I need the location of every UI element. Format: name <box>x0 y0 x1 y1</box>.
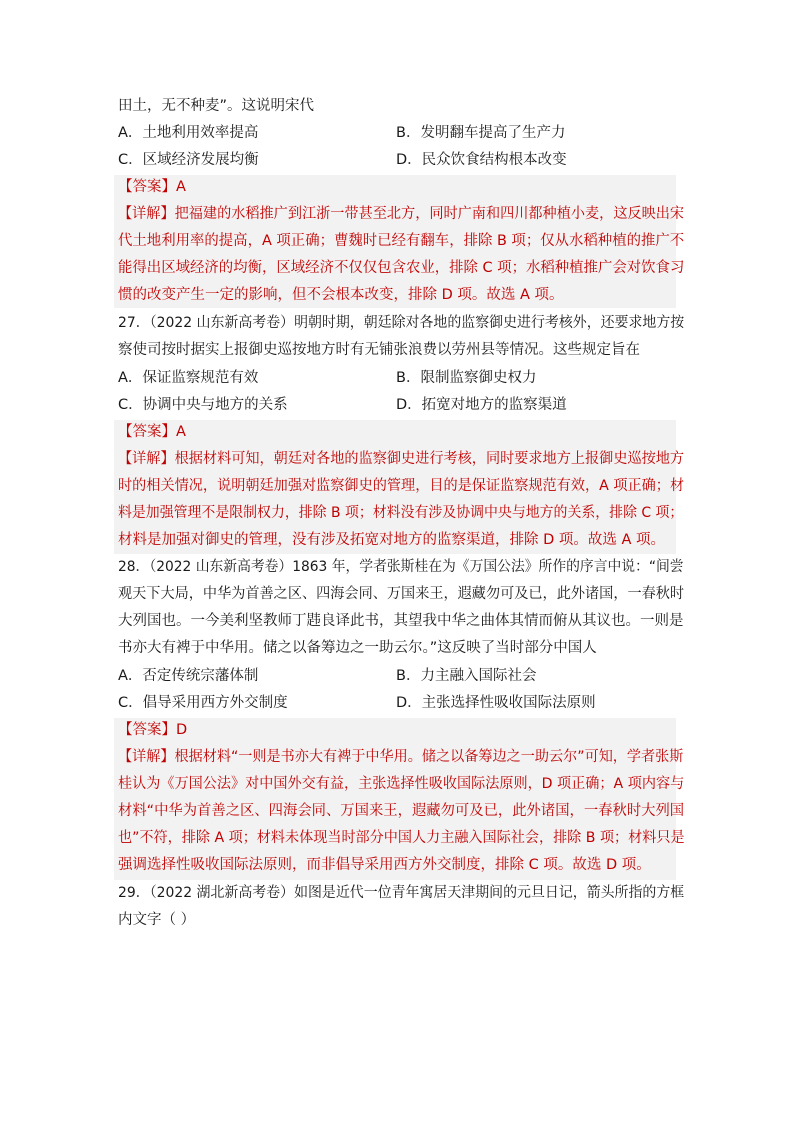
q27-explanation-line: 材料是加强对御史的管理，没有涉及拓宽对地方的监察渠道，排除 D 项。故选 A 项。 <box>118 532 666 548</box>
q28-answer: 【答案】D <box>118 722 188 738</box>
q28-option-c: C．倡导采用西方外交制度 <box>118 695 288 711</box>
q29-stem-line: 29．（2022 湖北新高考卷）如图是近代一位青年寓居天津期间的元旦日记，箭头所指的方框 <box>118 885 685 901</box>
q28-option-d: D．主张选择性吸收国际法原则 <box>396 695 596 711</box>
q26-explanation-line: 惯的改变产生一定的影响，但不会根本改变，排除 D 项。故选 A 项。 <box>118 287 564 303</box>
q27-stem-line: 察使司按时据实上报御史巡按地方时有无铺张浪费以劳州县等情况。这些规定旨在 <box>118 342 640 358</box>
q27-option-d: D．拓宽对地方的监察渠道 <box>396 397 567 413</box>
q26-option-d: D．民众饮食结构根本改变 <box>396 152 567 168</box>
q28-explanation-line: 材料“中华为首善之区、四海会同、万国来王，遐藏勿可及已，此外诸国，一春秋时大列国 <box>118 803 685 819</box>
q28-explanation-line: 桂认为《万国公法》对中国外交有益，主张选择性吸收国际法原则，D 项正确；A 项内容与 <box>118 776 685 792</box>
q26-explanation-line: 【详解】把福建的水稻推广到江浙一带甚至北方，同时广南和四川都种植小麦，这反映出宋 <box>118 206 685 222</box>
q27-explanation-line: 时的相关情况，说明朝廷加强对监察御史的管理，目的是保证监察规范有效，A 项正确；材 <box>118 478 685 494</box>
q28-option-a: A．否定传统宗藩体制 <box>118 668 259 684</box>
q28-explanation-line: 也”不符，排除 A 项；材料未体现当时部分中国人力主融入国际社会，排除 B 项；材料只是 <box>118 830 685 846</box>
q27-stem-line: 27．（2022 山东新高考卷）明朝时期，朝廷除对各地的监察御史进行考核外，还要求地方按 <box>118 315 685 331</box>
q28-stem-line: 观天下大局，中华为首善之区、四海会同、万国来王，遐藏勿可及已，此外诸国，一春秋时 <box>118 586 685 602</box>
q28-stem-line: 大列国也。一今美利坚教师丁韪良译此书，其望我中华之曲体其情而俯从其议也。一则是 <box>118 613 684 629</box>
q26-option-b: B．发明翻车提高了生产力 <box>396 125 566 141</box>
q27-option-c: C．协调中央与地方的关系 <box>118 397 288 413</box>
q28-stem-line: 书亦大有裨于中华用。储之以备筹边之一助云尔。”这反映了当时部分中国人 <box>118 640 597 656</box>
q26-stem-end: 田土，无不种麦”。这说明宋代 <box>118 98 315 114</box>
q27-option-b: B．限制监察御史权力 <box>396 370 537 386</box>
q28-explanation-line: 强调选择性吸收国际法原则，而非倡导采用西方外交制度，排除 C 项。故选 D 项。 <box>118 857 651 873</box>
q26-answer: 【答案】A <box>118 179 186 195</box>
q26-option-c: C．区域经济发展均衡 <box>118 152 259 168</box>
q29-stem-line: 内文字（ ） <box>118 912 196 928</box>
q27-option-a: A．保证监察规范有效 <box>118 370 259 386</box>
q28-option-b: B．力主融入国际社会 <box>396 668 537 684</box>
q27-answer: 【答案】A <box>118 424 186 440</box>
q26-explanation-line: 能得出区域经济的均衡，区域经济不仅仅包含农业，排除 C 项；水稻种植推广会对饮食习 <box>118 260 685 276</box>
q27-explanation-line: 料是加强管理不是限制权力，排除 B 项；材料没有涉及协调中央与地方的关系，排除 C 项； <box>118 505 684 521</box>
q26-explanation-line: 代土地利用率的提高，A 项正确；曹魏时已经有翻车，排除 B 项；仅从水稻种植的推广不 <box>118 233 685 249</box>
q28-stem-line: 28．（2022 山东新高考卷）1863 年，学者张斯桂在为《万国公法》所作的序言中说：“间尝 <box>118 559 684 575</box>
q28-explanation-line: 【详解】根据材料“一则是书亦大有裨于中华用。储之以备筹边之一助云尔”可知，学者张斯 <box>118 749 684 765</box>
q26-option-a: A．土地利用效率提高 <box>118 125 259 141</box>
q27-explanation-line: 【详解】根据材料可知，朝廷对各地的监察御史进行考核，同时要求地方上报御史巡按地方 <box>118 451 685 467</box>
